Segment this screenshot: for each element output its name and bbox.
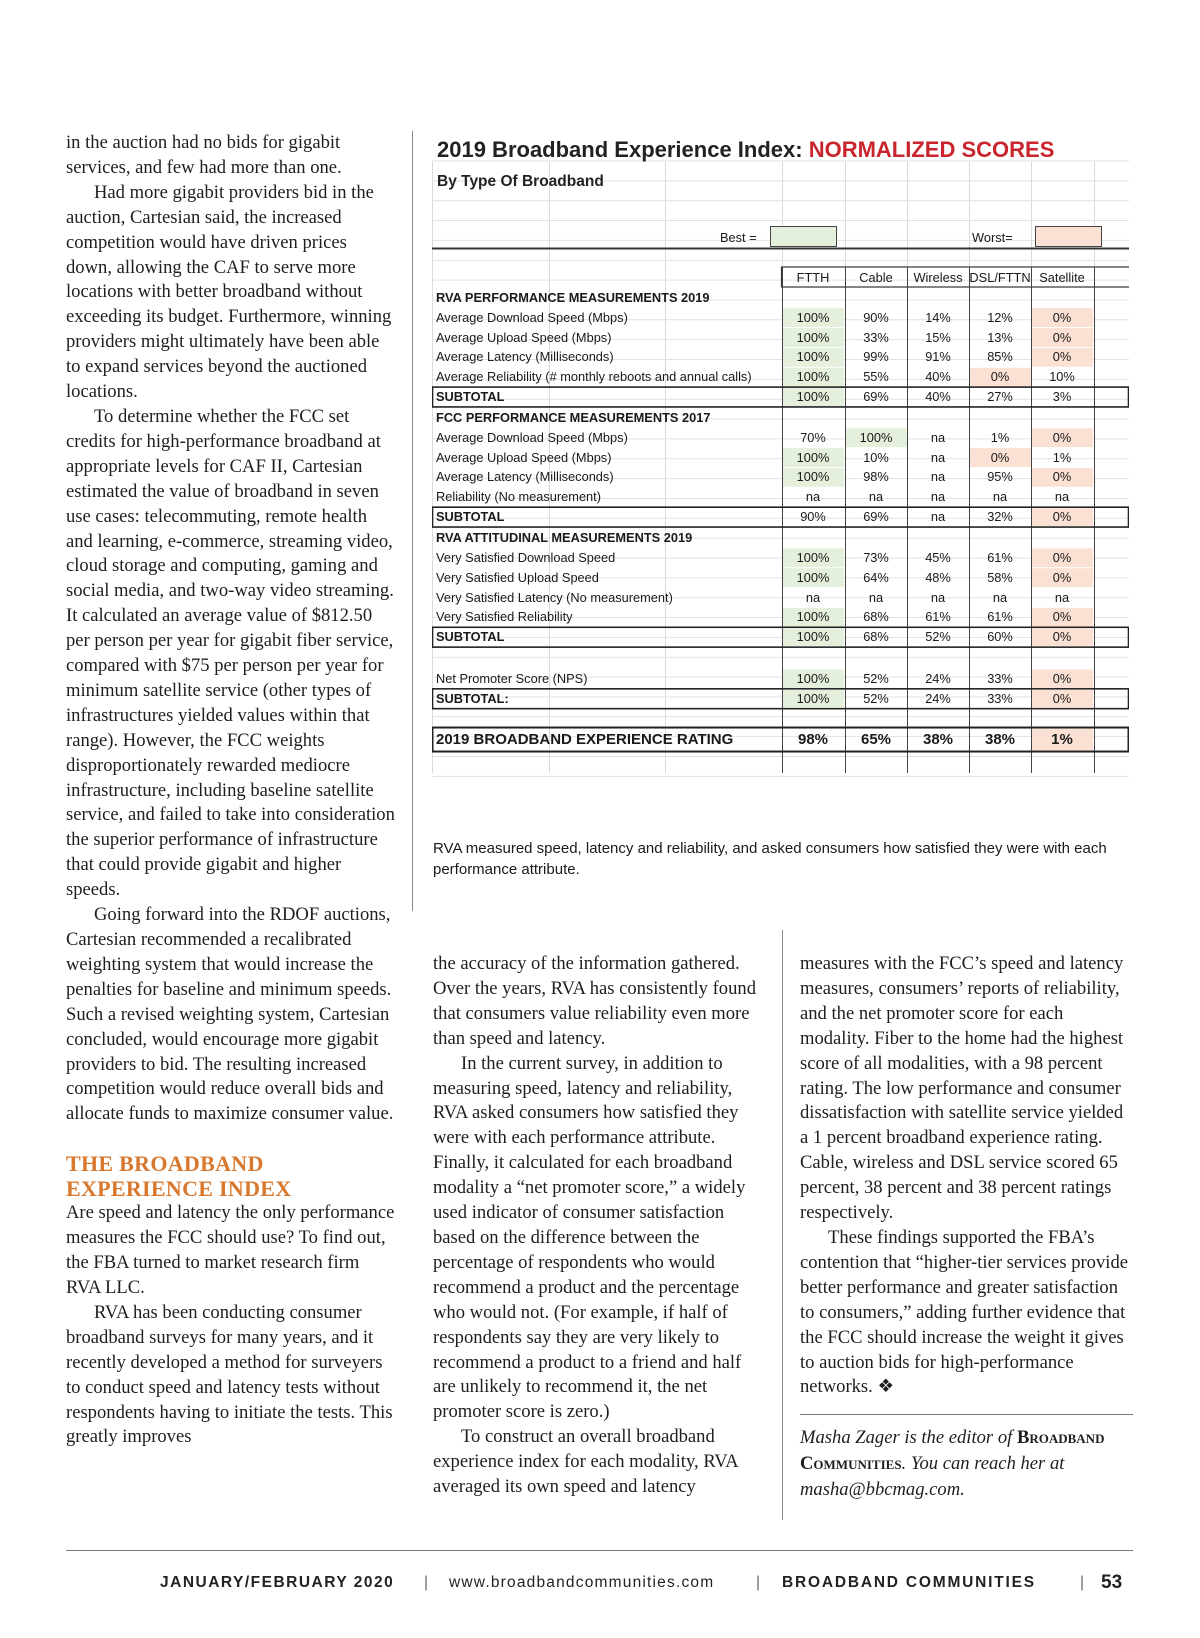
row-label: Reliability (No measurement) xyxy=(436,489,601,505)
website-link[interactable]: www.broadbandcommunities.com xyxy=(449,1574,715,1591)
table-value: 33% xyxy=(863,329,889,345)
column-header: Wireless xyxy=(913,270,963,285)
table-value: 90% xyxy=(863,309,889,325)
table-value: 58% xyxy=(987,569,1013,585)
row-label: Very Satisfied Download Speed xyxy=(436,549,616,565)
paragraph: measures with the FCC’s speed and latency measures, consumers’ reports of reliability, and the net promoter score for each modality. Fiber to the home had the highest score of all modalities, with a 98 percent rating. The low performance and consumer dissatisfaction with satellite service yielded a 1 percent broadband experience rating. Cable, wireless and DSL service scored 65 percent, 38 percent and 38 percent ratings respectively. xyxy=(800,953,1124,1224)
subtotal-value: 33% xyxy=(987,690,1013,706)
table-value: 0% xyxy=(1052,349,1072,365)
table-value: 1% xyxy=(1052,449,1072,465)
column-divider xyxy=(782,930,783,1520)
table-value: 0% xyxy=(990,369,1010,385)
paragraph: in the auction had no bids for gigabit services, and few had more than one. xyxy=(66,132,342,178)
table-subtitle: By Type Of Broadband xyxy=(437,173,604,190)
table-value: na xyxy=(930,469,946,485)
worst-label: Worst= xyxy=(972,230,1013,245)
table-value: 52% xyxy=(863,670,889,686)
best-label: Best = xyxy=(720,230,757,245)
table-value: 10% xyxy=(1049,369,1075,385)
table-value: 10% xyxy=(863,449,889,465)
worst-swatch xyxy=(1036,227,1102,247)
subtotal-value: 60% xyxy=(987,629,1013,645)
table-value: 55% xyxy=(863,369,889,385)
table-value: 100% xyxy=(796,349,830,365)
table-value: 100% xyxy=(796,670,830,686)
table-value: 0% xyxy=(1052,670,1072,686)
subtotal-label: SUBTOTAL xyxy=(436,509,505,525)
page-number: 53 xyxy=(1101,1572,1123,1593)
subtotal-value: 68% xyxy=(863,629,889,645)
rating-value: 1% xyxy=(1051,730,1073,748)
table-value: na xyxy=(930,449,946,465)
table-value: 99% xyxy=(863,349,889,365)
section-header: RVA PERFORMANCE MEASUREMENTS 2019 xyxy=(436,289,710,305)
subtotal-value: 24% xyxy=(925,690,951,706)
paragraph: To construct an overall broadband experience index for each modality, RVA averaged its own speed and latency xyxy=(433,1426,738,1498)
subtotal-value: 32% xyxy=(987,509,1013,525)
right-text-column xyxy=(800,952,1133,1503)
middle-text-column xyxy=(433,952,763,1500)
normalized-scores-table xyxy=(432,133,1129,825)
table-value: 100% xyxy=(796,369,830,385)
table-value: 1% xyxy=(990,429,1010,445)
subtotal-value: 0% xyxy=(1052,690,1072,706)
table-value: 12% xyxy=(987,309,1013,325)
row-label: Average Latency (Milliseconds) xyxy=(436,469,614,485)
table-value: na xyxy=(805,489,821,505)
magazine-name: BROADBAND COMMUNITIES xyxy=(782,1574,1036,1591)
subtotal-value: 52% xyxy=(863,690,889,706)
paragraph: In the current survey, in addition to measuring speed, latency and reliability, RVA asked consumers how satisfied they were with each performance attribute. Finally, it calculated for each broadband modality a “net promoter score,” a widely used indicator of consumer satisfaction based on the difference between the percentage of respondents who would recommend a product and the percentage who would not. (For example, if half of respondents say they are very likely to recommend a product to a friend and half are unlikely to recommend it, the net promoter score is zero.) xyxy=(433,1052,746,1423)
table-value: na xyxy=(805,589,821,605)
paragraph xyxy=(800,1226,1133,1400)
paragraph: RVA has been conducting consumer broadband surveys for many years, and it recently developed a method for surveyers to conduct speed and latency tests without respondents having to initiate the tests. This greatly improves xyxy=(66,1301,393,1448)
table-value: 91% xyxy=(925,349,951,365)
end-mark-icon: ❖ xyxy=(877,1376,895,1398)
paragraph: Are speed and latency the only performance measures the FCC should use? To find out, the FBA turned to market research firm RVA LLC. xyxy=(66,1202,395,1298)
paragraph: Going forward into the RDOF auctions, Cartesian recommended a recalibrated weighting system that would increase the penalties for baseline and minimum speeds. Such a revised weighting system, Cartesian concluded, would encourage more gigabit providers to bid. The resulting increased competition would reduce overall bids and allocate funds to maximize consumer value. xyxy=(66,904,394,1125)
subtotal-value: 90% xyxy=(800,509,826,525)
row-label: Very Satisfied Latency (No measurement) xyxy=(436,589,673,605)
table-value: na xyxy=(930,589,946,605)
bio-text: . You can reach her at masha@bbcmag.com. xyxy=(800,1453,1065,1501)
rating-value: 38% xyxy=(922,730,954,748)
table-value: 95% xyxy=(987,469,1013,485)
table-value: 45% xyxy=(925,549,951,565)
column-header: DSL/FTTN xyxy=(969,270,1031,285)
subtotal-value: 69% xyxy=(863,389,889,405)
subtotal-value: 40% xyxy=(925,389,951,405)
subtotal-label: SUBTOTAL xyxy=(436,629,505,645)
column-divider xyxy=(412,131,413,911)
bio-divider xyxy=(800,1414,1133,1415)
subtotal-label: SUBTOTAL: xyxy=(436,690,509,706)
table-value: 100% xyxy=(796,469,830,485)
column-header: Cable xyxy=(859,270,893,285)
rating-value: 65% xyxy=(860,730,892,748)
table-value: 85% xyxy=(987,349,1013,365)
table-title xyxy=(437,137,1054,163)
table-title-highlight: NORMALIZED SCORES xyxy=(808,137,1055,162)
row-label: Average Download Speed (Mbps) xyxy=(436,429,628,445)
table-value: 70% xyxy=(800,429,826,445)
table-value: na xyxy=(930,429,946,445)
footer-separator: | xyxy=(1080,1574,1085,1591)
rating-value: 98% xyxy=(797,730,829,748)
table-value: 100% xyxy=(796,569,830,585)
column-header: Satellite xyxy=(1039,270,1085,285)
table-value: 100% xyxy=(859,429,893,445)
table-value: 100% xyxy=(796,329,830,345)
subtotal-label: SUBTOTAL xyxy=(436,389,505,405)
table-value: 0% xyxy=(1052,469,1072,485)
subtotal-value: 52% xyxy=(925,629,951,645)
table-value: 64% xyxy=(863,569,889,585)
table-value: 0% xyxy=(1052,309,1072,325)
row-label: Average Upload Speed (Mbps) xyxy=(436,449,612,465)
row-label: Average Upload Speed (Mbps) xyxy=(436,329,612,345)
table-value: 24% xyxy=(925,670,951,686)
best-swatch xyxy=(771,227,837,247)
table-value: na xyxy=(868,489,884,505)
author-bio xyxy=(800,1425,1133,1503)
table-value: 0% xyxy=(1052,609,1072,625)
row-label: Average Download Speed (Mbps) xyxy=(436,309,628,325)
subtotal-value: 100% xyxy=(796,629,830,645)
publication-name: Broadband Communities xyxy=(800,1427,1105,1475)
section-header: FCC PERFORMANCE MEASUREMENTS 2017 xyxy=(436,409,711,425)
paragraph: To determine whether the FCC set credits for high-performance broadband at appropriate levels for CAF II, Cartesian estimated the value of broadband in seven use cases: telecommuting, remote health and learning, e-commerce, streaming video, cloud storage and computing, gaming and social media, and two-way video streaming. It calculated an average value of $812.50 per person per year for gigabit fiber service, compared with $75 per person per year for minimum satellite service (other types of infrastructures yielded values within that range). However, the FCC weights disproportionately rewarded mediocre infrastructure, including baseline satellite service, and failed to take into consideration the superior performance of infrastructure that could provide gigabit and higher speeds. xyxy=(66,405,395,901)
table-value: 33% xyxy=(987,670,1013,686)
subtotal-value: na xyxy=(930,509,946,525)
table-value: 98% xyxy=(863,469,889,485)
subtotal-value: 69% xyxy=(863,509,889,525)
row-label: Very Satisfied Upload Speed xyxy=(436,569,599,585)
subtotal-value: 0% xyxy=(1052,629,1072,645)
column-header: FTTH xyxy=(796,270,830,285)
table-value: 0% xyxy=(1052,329,1072,345)
table-value: na xyxy=(1054,489,1070,505)
table-value: 0% xyxy=(1052,569,1072,585)
section-header: RVA ATTITUDINAL MEASUREMENTS 2019 xyxy=(436,530,693,546)
table-value: na xyxy=(992,589,1008,605)
row-label: Net Promoter Score (NPS) xyxy=(436,670,588,686)
row-label: Average Reliability (# monthly reboots and annual calls) xyxy=(436,369,752,385)
subtotal-value: 100% xyxy=(796,389,830,405)
subtotal-value: 100% xyxy=(796,690,830,706)
table-value: na xyxy=(992,489,1008,505)
bio-text: Masha Zager is the editor of xyxy=(800,1427,1017,1449)
subtotal-value: 3% xyxy=(1052,389,1072,405)
table-value: 73% xyxy=(863,549,889,565)
footer-separator: | xyxy=(424,1574,429,1591)
table-value: na xyxy=(1054,589,1070,605)
table-value: 61% xyxy=(987,549,1013,565)
footer-rule xyxy=(66,1550,1133,1551)
table-value: 13% xyxy=(987,329,1013,345)
issue-date: JANUARY/FEBRUARY 2020 xyxy=(160,1574,395,1591)
table-value: 100% xyxy=(796,549,830,565)
table-value: 61% xyxy=(925,609,951,625)
table-value: 0% xyxy=(1052,429,1072,445)
table-title-main: 2019 Broadband Experience Index: xyxy=(437,137,809,162)
footer-separator: | xyxy=(756,1574,761,1591)
subtotal-value: 0% xyxy=(1052,509,1072,525)
table-value: 14% xyxy=(925,309,951,325)
table-value: 68% xyxy=(863,609,889,625)
table-value: 15% xyxy=(925,329,951,345)
row-label: Very Satisfied Reliability xyxy=(436,609,573,625)
table-value: 61% xyxy=(987,609,1013,625)
rating-label: 2019 BROADBAND EXPERIENCE RATING xyxy=(436,730,734,748)
table-value: 0% xyxy=(990,449,1010,465)
table-value: 100% xyxy=(796,449,830,465)
figure-caption: RVA measured speed, latency and reliability, and asked consumers how satisfied they were with each performance attribute. xyxy=(433,840,1107,878)
table-value: na xyxy=(868,589,884,605)
table-value: 100% xyxy=(796,609,830,625)
table-value: 40% xyxy=(925,369,951,385)
section-heading: THE BROADBAND EXPERIENCE INDEX xyxy=(66,1151,292,1202)
subtotal-value: 27% xyxy=(987,389,1013,405)
left-text-column xyxy=(66,131,396,1450)
table-value: 0% xyxy=(1052,549,1072,565)
paragraph: the accuracy of the information gathered. Over the years, RVA has consistently found that consumers value reliability even more than speed and latency. xyxy=(433,953,756,1049)
table-value: na xyxy=(930,489,946,505)
row-label: Average Latency (Milliseconds) xyxy=(436,349,614,365)
paragraph-text: These findings supported the FBA’s contention that “higher-tier services provide better performance and greater satisfaction to consumers,” adding further evidence that the FCC should increase the weight it gives to auction bids for high-performance networks. xyxy=(800,1226,1128,1398)
paragraph: Had more gigabit providers bid in the auction, Cartesian said, the increased competition would have driven prices down, allowing the CAF to serve more locations with better broadband without exceeding its budget. Furthermore, winning providers might ultimately have been able to expand services beyond the auctioned locations. xyxy=(66,181,392,403)
table-value: 48% xyxy=(925,569,951,585)
rating-value: 38% xyxy=(984,730,1016,748)
table-value: 100% xyxy=(796,309,830,325)
